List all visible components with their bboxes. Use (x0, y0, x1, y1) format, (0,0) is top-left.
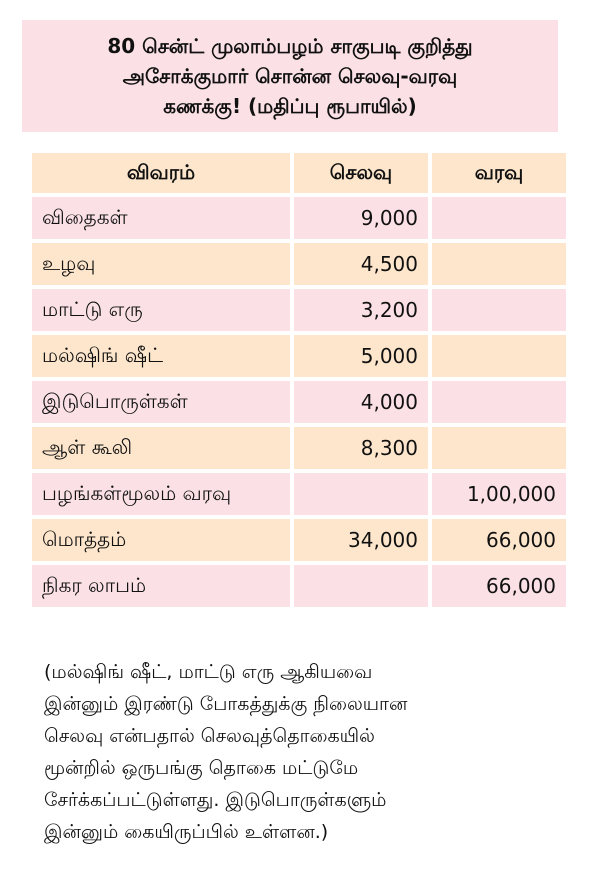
row-income (432, 243, 566, 285)
row-item: மாட்டு எரு (32, 289, 290, 331)
row-income (432, 381, 566, 423)
row-expense: 34,000 (294, 519, 428, 561)
row-expense: 4,500 (294, 243, 428, 285)
table-row (32, 473, 566, 515)
footnote-line: சேர்க்கப்பட்டுள்ளது. இடுபொருள்களும் (44, 789, 387, 811)
expense-income-table (28, 149, 570, 611)
footnote-line: மூன்றில் ஒருபங்கு தொகை மட்டுமே (44, 757, 359, 779)
row-item: பழங்கள்மூலம் வரவு (32, 473, 290, 515)
footnote-line: (மல்ஷிங் ஷீட், மாட்டு எரு ஆகியவை (44, 661, 373, 683)
footnote (44, 656, 564, 848)
row-income: 66,000 (432, 565, 566, 607)
table-row (32, 335, 566, 377)
table-row (32, 289, 566, 331)
footnote-line: செலவு என்பதால் செலவுத்தொகையில் (44, 725, 375, 747)
header-item: விவரம் (32, 153, 290, 193)
row-income (432, 289, 566, 331)
header-expense: செலவு (294, 153, 428, 193)
row-item: ஆள் கூலி (32, 427, 290, 469)
header-income: வரவு (432, 153, 566, 193)
row-expense (294, 473, 428, 515)
row-expense: 9,000 (294, 197, 428, 239)
row-item: மல்ஷிங் ஷீட் (32, 335, 290, 377)
row-expense: 3,200 (294, 289, 428, 331)
row-expense: 5,000 (294, 335, 428, 377)
table-row (32, 427, 566, 469)
title-line-1: 80 சென்ட் முலாம்பழம் சாகுபடி குறித்து (107, 34, 473, 58)
row-income: 66,000 (432, 519, 566, 561)
title-line-3: கணக்கு! (மதிப்பு ரூபாயில்) (163, 94, 417, 118)
table-row (32, 243, 566, 285)
table-row-net-profit (32, 565, 566, 607)
row-income (432, 335, 566, 377)
table-row-total (32, 519, 566, 561)
row-expense: 4,000 (294, 381, 428, 423)
table-header-row (32, 153, 566, 193)
row-income (432, 427, 566, 469)
footnote-line: இன்னும் இரண்டு போகத்துக்கு நிலையான (44, 693, 408, 715)
row-item: உழவு (32, 243, 290, 285)
row-expense: 8,300 (294, 427, 428, 469)
row-income (432, 197, 566, 239)
row-item: நிகர லாபம் (32, 565, 290, 607)
table-row (32, 381, 566, 423)
row-item: இடுபொருள்கள் (32, 381, 290, 423)
footnote-line: இன்னும் கையிருப்பில் உள்ளன.) (44, 821, 329, 843)
table-row (32, 197, 566, 239)
title-line-2: அசோக்குமார் சொன்ன செலவு-வரவு (122, 64, 458, 88)
title-box (22, 20, 558, 132)
row-item: விதைகள் (32, 197, 290, 239)
row-expense (294, 565, 428, 607)
row-income: 1,00,000 (432, 473, 566, 515)
row-item: மொத்தம் (32, 519, 290, 561)
